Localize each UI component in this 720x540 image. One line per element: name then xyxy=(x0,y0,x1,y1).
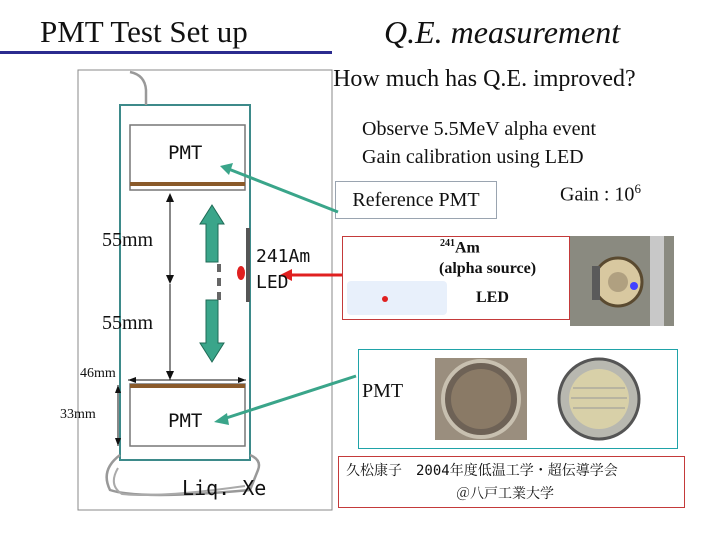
note-line-2: Gain calibration using LED xyxy=(362,146,584,168)
led-photo xyxy=(570,236,674,326)
credit-line-1: 久松康子 2004年度低温工学・超伝導学会 xyxy=(346,463,618,479)
reference-pmt-box: Reference PMT xyxy=(335,181,497,219)
led-label: LED xyxy=(256,272,289,293)
liquid-xenon-label: Liq. Xe xyxy=(182,476,267,500)
dim-label-height: 33mm xyxy=(60,407,96,422)
am-superscript: 241 xyxy=(440,238,455,249)
pmt-photos xyxy=(359,350,677,448)
source-sample-bg xyxy=(347,281,447,315)
source-sample-dot xyxy=(382,296,388,302)
source-mark-1 xyxy=(217,264,221,272)
source-dot xyxy=(237,266,245,280)
bullet-text: How much has Q.E. improved? xyxy=(333,66,636,92)
led-photo-label: LED xyxy=(476,289,509,306)
pmt-photo-box xyxy=(358,349,678,449)
am-text: Am xyxy=(455,239,480,257)
pmt-bottom-label: PMT xyxy=(168,410,203,432)
credit-line-2: ＠八戸工業大学 xyxy=(456,486,554,502)
led-photo-art xyxy=(570,236,674,326)
dim-label-lower: 55mm xyxy=(102,312,154,334)
note-line-1: Observe 5.5MeV alpha event xyxy=(362,118,597,140)
pmt-top-label: PMT xyxy=(168,142,203,164)
alpha-source-label: (alpha source) xyxy=(439,260,537,277)
source-holder xyxy=(246,228,250,302)
am-label xyxy=(440,238,480,257)
dim-label-width: 46mm xyxy=(80,366,116,381)
source-mark-2 xyxy=(217,278,221,286)
gain-text: Gain : 10 xyxy=(560,183,635,206)
pmt-photo-label: PMT xyxy=(362,380,404,402)
source-mark-3 xyxy=(217,292,221,300)
dim-label-upper: 55mm xyxy=(102,229,154,251)
right-title: Q.E. measurement xyxy=(384,14,621,50)
top-pmt-window xyxy=(130,182,245,186)
bottom-pmt-window xyxy=(130,384,245,388)
gain-exponent: 6 xyxy=(634,181,641,196)
left-title: PMT Test Set up xyxy=(40,14,248,49)
source-label: 241Am xyxy=(256,246,311,267)
